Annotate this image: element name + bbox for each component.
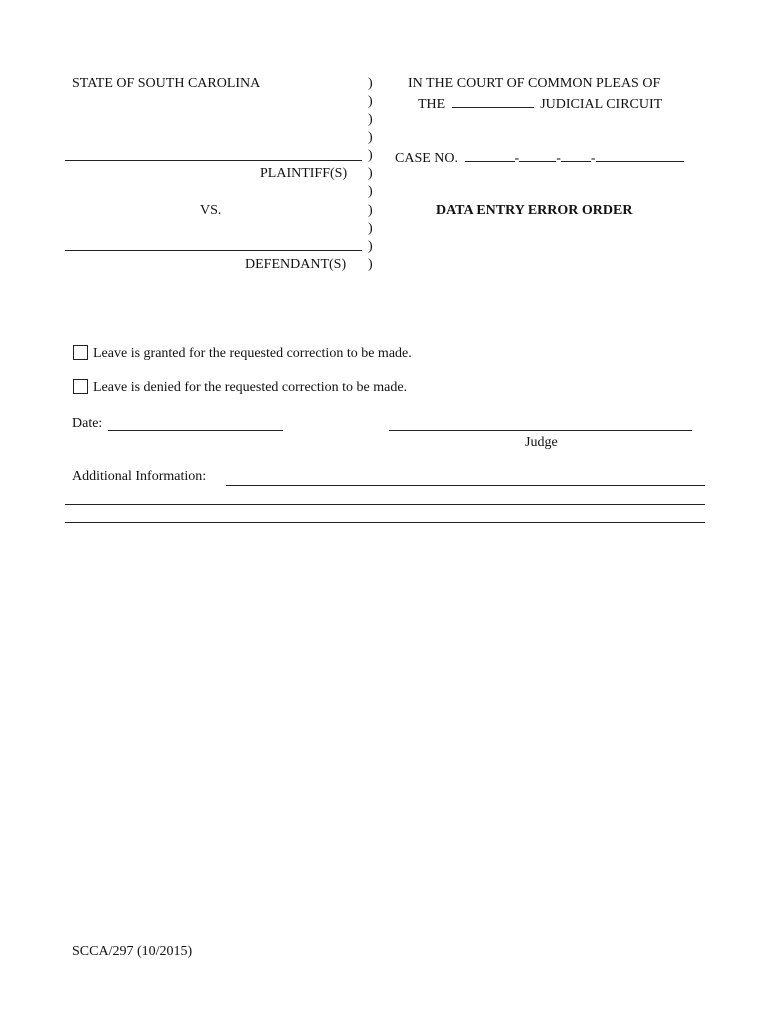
judge-label: Judge bbox=[525, 435, 558, 450]
date-field[interactable] bbox=[108, 430, 283, 431]
granted-checkbox[interactable] bbox=[73, 345, 88, 360]
divider-paren: ) bbox=[368, 130, 373, 145]
divider-paren: ) bbox=[368, 148, 373, 163]
additional-info-label: Additional Information: bbox=[72, 469, 207, 484]
defendant-label: DEFENDANT(S) bbox=[245, 257, 347, 272]
form-id: SCCA/297 (10/2015) bbox=[72, 944, 193, 959]
case-number-row bbox=[395, 149, 684, 166]
granted-option-label: Leave is granted for the requested correction to be made. bbox=[93, 346, 412, 361]
case-number-label: CASE NO. bbox=[395, 151, 459, 166]
case-number-sep: - bbox=[556, 151, 561, 166]
circuit-number-field[interactable] bbox=[452, 95, 534, 108]
divider-paren: ) bbox=[368, 76, 373, 91]
additional-info-line-1[interactable] bbox=[226, 485, 705, 486]
divider-paren: ) bbox=[368, 239, 373, 254]
court-heading-line2 bbox=[418, 95, 662, 112]
divider-paren: ) bbox=[368, 203, 373, 218]
state-heading: STATE OF SOUTH CAROLINA bbox=[72, 76, 261, 91]
denied-option-label: Leave is denied for the requested correction to be made. bbox=[93, 380, 408, 395]
case-number-field-3[interactable] bbox=[561, 149, 591, 162]
judge-signature-line[interactable] bbox=[389, 430, 692, 431]
court-line2-suffix: JUDICIAL CIRCUIT bbox=[540, 97, 663, 112]
divider-paren: ) bbox=[368, 221, 373, 236]
divider-paren: ) bbox=[368, 184, 373, 199]
court-line2-prefix: THE bbox=[418, 97, 446, 112]
case-number-field-2[interactable] bbox=[519, 149, 556, 162]
case-number-field-1[interactable] bbox=[465, 149, 515, 162]
case-number-field-4[interactable] bbox=[596, 149, 684, 162]
divider-paren: ) bbox=[368, 166, 373, 181]
additional-info-line-2[interactable] bbox=[65, 504, 705, 505]
case-number-sep: - bbox=[514, 151, 520, 166]
divider-paren: ) bbox=[368, 112, 373, 127]
plaintiff-label: PLAINTIFF(S) bbox=[260, 166, 348, 181]
order-title: DATA ENTRY ERROR ORDER bbox=[436, 203, 633, 218]
additional-info-line-3[interactable] bbox=[65, 522, 705, 523]
versus-label: VS. bbox=[200, 203, 222, 218]
plaintiff-name-line[interactable] bbox=[65, 160, 362, 161]
defendant-name-line[interactable] bbox=[65, 250, 362, 251]
court-heading-line1: IN THE COURT OF COMMON PLEAS OF bbox=[408, 76, 661, 91]
divider-paren: ) bbox=[368, 94, 373, 109]
date-label: Date: bbox=[72, 416, 103, 431]
case-number-sep: - bbox=[590, 151, 596, 166]
denied-checkbox[interactable] bbox=[73, 379, 88, 394]
divider-paren: ) bbox=[368, 257, 373, 272]
